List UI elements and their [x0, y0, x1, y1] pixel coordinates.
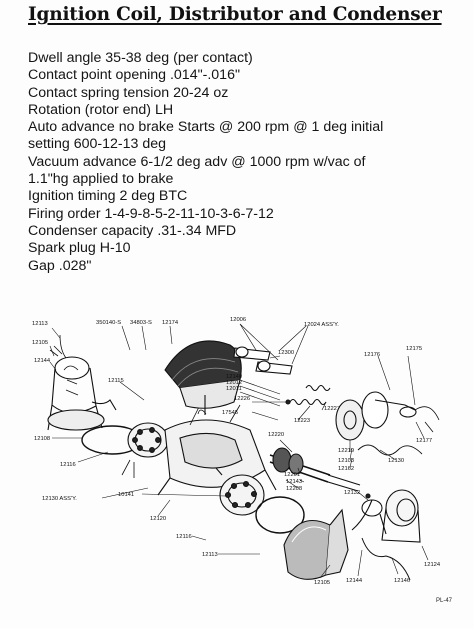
spec-line: Vacuum advance 6-1/2 deg adv @ 1000 rpm w/vac of: [28, 153, 366, 170]
part-label: 12116: [60, 462, 76, 468]
part-label: 12208: [286, 486, 303, 492]
spec-line: Dwell angle 35-38 deg (per contact): [28, 50, 253, 66]
spec-line: Spark plug H-10: [28, 240, 131, 257]
part-label: 12132: [344, 490, 361, 496]
breaker-plate-drawing: [336, 392, 439, 440]
coil-case-drawing: [284, 510, 348, 579]
part-label: 12108: [34, 436, 51, 442]
part-label: 12226: [234, 396, 251, 402]
part-label: 12011: [226, 386, 242, 392]
terminal-cap-drawing: [382, 490, 420, 542]
part-label: 350140-S: [96, 320, 122, 326]
exploded-parts-diagram: [30, 310, 470, 620]
part-label: 12124: [424, 562, 441, 568]
page-title: Ignition Coil, Distributor and Condenser: [28, 4, 442, 25]
part-label: 12144: [346, 578, 363, 584]
part-label: 34803-S: [130, 320, 152, 326]
part-label: 12113: [202, 552, 218, 558]
spec-line: Rotation (rotor end) LH: [28, 101, 174, 118]
part-label: 12140: [226, 374, 243, 380]
spec-line: setting 600-12-13 deg: [28, 136, 167, 153]
part-label: 12177: [416, 438, 433, 444]
part-label: 12175: [406, 346, 423, 352]
part-label: 12130 ASS'Y.: [42, 496, 77, 502]
distributor-cap-left-drawing: [122, 423, 168, 478]
part-label: 12144: [34, 358, 51, 364]
spec-line: Contact point opening .014"-.016": [28, 67, 241, 84]
spec-line: Gap .028": [28, 257, 92, 274]
part-label: 12162: [338, 466, 355, 472]
part-label: 12103: [338, 458, 355, 464]
part-label: 12006: [230, 317, 247, 323]
spec-line: Condenser capacity .31-.34 MFD: [28, 222, 237, 239]
spec-list: [28, 50, 468, 275]
part-label: 12174: [162, 320, 179, 326]
spec-line: Ignition timing 2 deg BTC: [28, 188, 188, 205]
part-label: 17545: [222, 410, 239, 416]
part-label: 12012: [226, 380, 243, 386]
part-label: 12223: [294, 418, 311, 424]
spec-line: Contact spring tension 20-24 oz: [28, 84, 229, 101]
part-label: 12105: [314, 580, 331, 586]
spec-line: Firing order 1-4-9-8-5-2-11-10-3-6-7-12: [28, 205, 274, 222]
part-label: 12146: [394, 578, 411, 584]
part-label: 12130: [388, 458, 405, 464]
lead-wire-drawing: [362, 538, 410, 580]
part-label: 12024 ASS'Y.: [304, 322, 339, 328]
part-label: 12300: [278, 350, 295, 356]
part-label: 12227: [324, 406, 341, 412]
part-label: 12116: [176, 534, 192, 540]
part-label: 12113: [32, 321, 48, 327]
part-label: 12143: [286, 479, 303, 485]
condenser-drawing: [352, 494, 386, 534]
spec-line: 1.1"hg applied to brake: [28, 171, 174, 188]
part-label: 12201: [284, 472, 301, 478]
plate-number: PL-47: [436, 598, 453, 604]
part-label: 12120: [150, 516, 167, 522]
spec-line: Auto advance no brake Starts @ 200 rpm @ 1 deg initial: [28, 119, 384, 136]
ignition-coil-drawing: [48, 335, 116, 430]
part-label: 12219: [338, 448, 355, 454]
part-label: 12220: [268, 432, 285, 438]
part-label: 12105: [32, 340, 49, 346]
part-label: 12176: [364, 352, 381, 358]
part-label: 10141: [118, 492, 135, 498]
part-label: 12115: [108, 378, 124, 384]
advance-springs-drawing: [286, 386, 330, 405]
